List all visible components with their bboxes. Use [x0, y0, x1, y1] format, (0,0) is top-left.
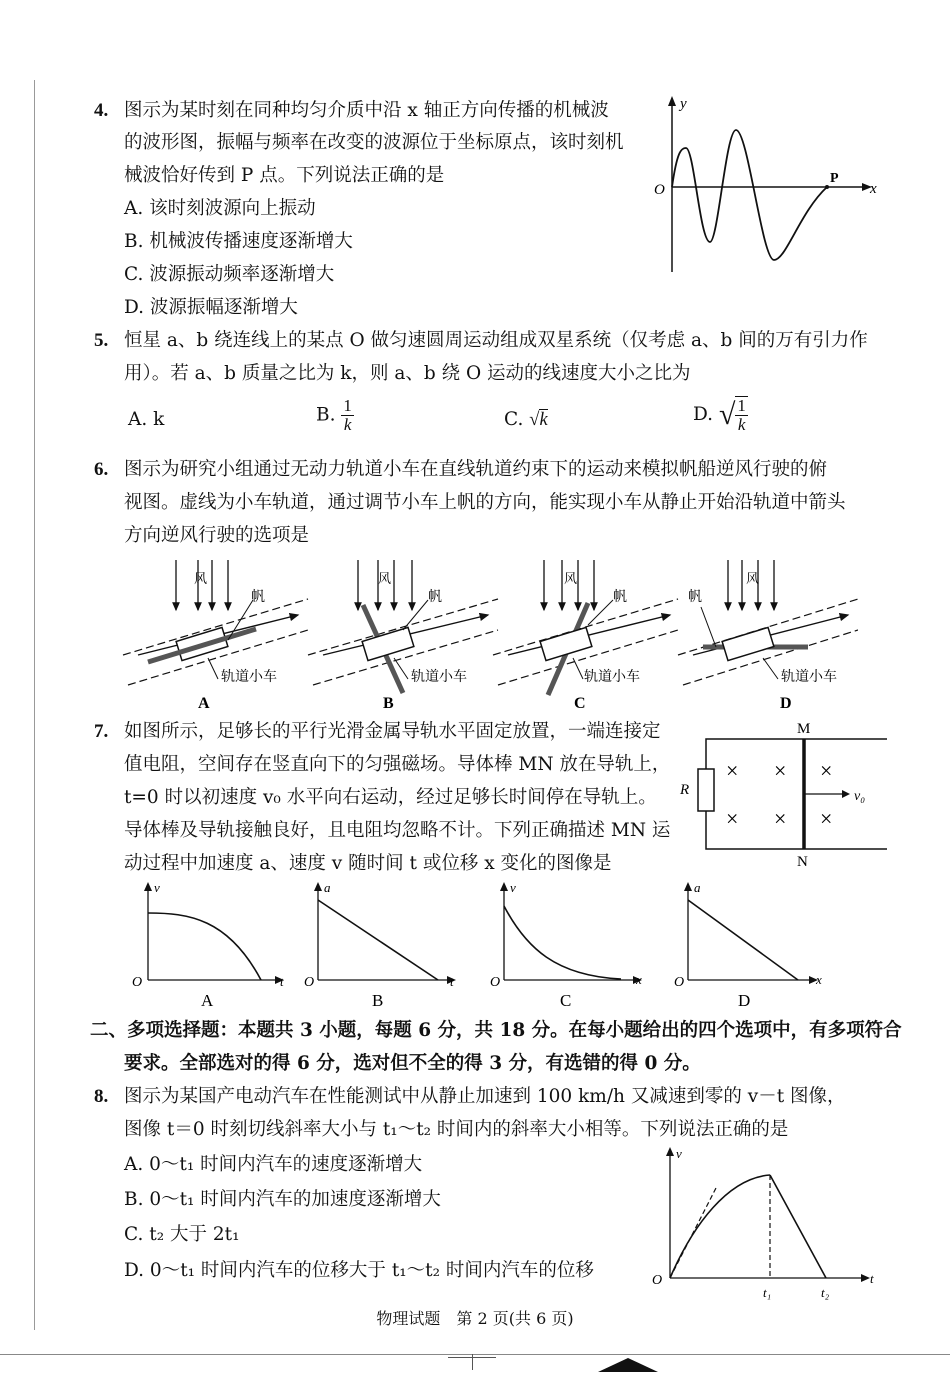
section2-heading-line-1: 二、多项选择题：本题共 3 小题，每题 6 分，共 18 分。在每小题给出的四个选项中，有多项符合	[90, 1020, 902, 1041]
svg-text:风: 风	[378, 571, 392, 586]
svg-text:v: v	[676, 1146, 682, 1161]
svg-text:轨道小车: 轨道小车	[411, 670, 467, 685]
svg-text:D: D	[738, 991, 751, 1010]
svg-text:×: ×	[774, 806, 787, 831]
q7-line-5: 动过程中加速度 a、速度 v 随时间 t 或位移 x 变化的图像是	[124, 853, 612, 874]
svg-text:v: v	[510, 880, 516, 895]
q7-line-3: t=0 时以初速度 v₀ 水平向右运动，经过足够长时间停在导轨上。	[124, 787, 657, 808]
q5-d-numerator: 1	[737, 396, 746, 415]
q8-number: 8.	[94, 1086, 109, 1107]
svg-text:C: C	[560, 991, 572, 1010]
q5-number: 5.	[94, 330, 109, 351]
q5-option-a: A. k	[128, 409, 165, 430]
q4-line-1: 图示为某时刻在同种均匀介质中沿 x 轴正方向传播的机械波	[124, 100, 609, 121]
svg-text:×: ×	[820, 758, 833, 783]
q5-option-d: D. √ $\frac{1}{k}$	[693, 396, 746, 434]
svg-text:B: B	[383, 695, 394, 712]
q6-panel-d	[678, 560, 858, 712]
q5-option-b-letter: B.	[316, 404, 336, 426]
svg-text:风: 风	[194, 571, 208, 586]
svg-text:t₁: t₁	[763, 1285, 772, 1300]
bottom-crossbar	[448, 1357, 496, 1358]
left-margin-line	[34, 80, 35, 1330]
q6-line-2: 视图。虚线为小车轨道，通过调节小车上帆的方向，能实现小车从静止开始沿轨道中箭头	[124, 492, 846, 513]
svg-text:帆: 帆	[613, 590, 627, 605]
q7-circuit-figure	[674, 716, 890, 868]
svg-text:R: R	[680, 782, 690, 798]
svg-text:A: A	[198, 695, 210, 712]
q8-option-b: B. 0～t₁ 时间内汽车的加速度逐渐增大	[124, 1189, 441, 1210]
q5-option-c-letter: C.	[504, 409, 524, 430]
svg-text:轨道小车: 轨道小车	[781, 670, 837, 685]
q7-graph-a	[128, 878, 298, 1013]
q8-vt-graph	[648, 1140, 888, 1302]
svg-text:风: 风	[564, 571, 578, 586]
svg-text:A: A	[201, 991, 214, 1010]
q8-line-2: 图像 t＝0 时刻切线斜率大小与 t₁～t₂ 时间内的斜率大小相等。下列说法正确的是	[124, 1119, 789, 1140]
page-footer: 物理试题 第 2 页(共 6 页)	[376, 1309, 574, 1328]
bottom-rule	[0, 1354, 950, 1355]
q7-graph-d	[670, 878, 840, 1013]
q6-panel-c	[493, 560, 678, 712]
q6-panel-a	[123, 560, 308, 712]
svg-text:C: C	[574, 695, 586, 712]
q5-option-b	[316, 397, 354, 434]
svg-text:帆: 帆	[688, 590, 702, 605]
svg-text:帆: 帆	[251, 590, 265, 605]
q4-wave-figure	[650, 92, 890, 277]
svg-text:风: 风	[746, 571, 760, 586]
q4-option-b: B. 机械波传播速度逐渐增大	[124, 231, 353, 252]
svg-text:O: O	[674, 975, 685, 990]
svg-text:×: ×	[726, 806, 739, 831]
q8-option-c: C. t₂ 大于 2t₁	[124, 1224, 240, 1245]
svg-text:×: ×	[820, 806, 833, 831]
q4-option-d: D. 波源振幅逐渐增大	[124, 297, 298, 318]
q7-line-2: 值电阻，空间存在竖直向下的匀强磁场。导体棒 MN 放在导轨上，	[124, 754, 671, 775]
svg-text:a: a	[324, 880, 331, 895]
svg-text:x: x	[816, 972, 822, 987]
q8-line-1: 图示为某国产电动汽车在性能测试中从静止加速到 100 km/h 又减速到零的 v－t 图像，	[124, 1086, 846, 1107]
q4-option-a: A. 该时刻波源向上振动	[124, 198, 316, 219]
svg-text:轨道小车: 轨道小车	[584, 670, 640, 685]
q6-line-3: 方向逆风行驶的选项是	[124, 525, 310, 546]
svg-text:t: t	[870, 1271, 874, 1286]
q8-option-a: A. 0～t₁ 时间内汽车的速度逐渐增大	[124, 1154, 423, 1175]
q4-line-2: 的波形图，振幅与频率在改变的波源位于坐标原点，该时刻机	[124, 132, 624, 153]
q7-number: 7.	[94, 721, 109, 742]
q8-option-d: D. 0～t₁ 时间内汽车的位移大于 t₁～t₂ 时间内汽车的位移	[124, 1260, 594, 1281]
svg-text:t: t	[450, 974, 454, 989]
q4-fig-x-label: x	[870, 181, 877, 197]
svg-text:N: N	[797, 854, 808, 868]
svg-text:帆: 帆	[428, 590, 442, 605]
svg-text:轨道小车: 轨道小车	[221, 670, 277, 685]
q7-line-4: 导体棒及导轨接触良好，且电阻均忽略不计。下列正确描述 MN 运	[124, 820, 671, 841]
svg-text:M: M	[797, 721, 811, 737]
q4-number: 4.	[94, 100, 109, 121]
q6-number: 6.	[94, 459, 109, 480]
q4-fig-o-label: O	[654, 182, 665, 198]
section2-heading-line-2: 要求。全部选对的得 6 分，选对但不全的得 3 分，有选错的得 0 分。	[124, 1053, 701, 1074]
q5-line-1: 恒星 a、b 绕连线上的某点 O 做匀速圆周运动组成双星系统（仅考虑 a、b 间的万有引力作	[124, 330, 868, 351]
page-marker-triangle	[598, 1358, 658, 1372]
svg-text:v: v	[154, 880, 160, 895]
svg-text:t: t	[280, 974, 284, 989]
q5-b-numerator: 1	[343, 396, 352, 415]
q7-graph-c	[486, 878, 656, 1013]
q5-option-d-fraction	[735, 396, 748, 434]
svg-text:v₀: v₀	[854, 789, 866, 804]
q7-graph-b	[300, 878, 470, 1013]
svg-text:x: x	[636, 972, 642, 987]
q6-sail-figures	[118, 555, 858, 715]
q4-line-3: 械波恰好传到 P 点。下列说法正确的是	[124, 165, 445, 186]
svg-text:O: O	[132, 975, 143, 990]
q5-c-radicand: k	[539, 410, 548, 430]
svg-text:t₂: t₂	[821, 1285, 830, 1300]
q5-option-b-fraction	[341, 397, 354, 434]
q5-b-denominator: k	[343, 415, 352, 434]
q4-option-c: C. 波源振动频率逐渐增大	[124, 264, 335, 285]
svg-text:D: D	[780, 695, 792, 712]
q5-option-c: C. √k	[504, 409, 548, 430]
q6-panel-b	[308, 560, 498, 712]
svg-text:a: a	[694, 880, 701, 895]
svg-text:B: B	[372, 991, 384, 1010]
q5-option-d-letter: D.	[693, 404, 714, 425]
q7-line-1: 如图所示，足够长的平行光滑金属导轨水平固定放置，一端连接定	[124, 721, 661, 742]
svg-text:O: O	[304, 975, 315, 990]
q6-line-1: 图示为研究小组通过无动力轨道小车在直线轨道约束下的运动来模拟帆船逆风行驶的俯	[124, 459, 828, 480]
svg-text:×: ×	[726, 758, 739, 783]
q4-fig-y-label: y	[680, 96, 687, 112]
q5-d-denominator: k	[737, 415, 746, 434]
q5-line-2: 用）。若 a、b 质量之比为 k，则 a、b 绕 O 运动的线速度大小之比为	[124, 363, 691, 384]
svg-text:O: O	[652, 1273, 663, 1288]
svg-text:×: ×	[774, 758, 787, 783]
svg-text:O: O	[490, 975, 501, 990]
q4-fig-p-label: P	[830, 171, 839, 186]
